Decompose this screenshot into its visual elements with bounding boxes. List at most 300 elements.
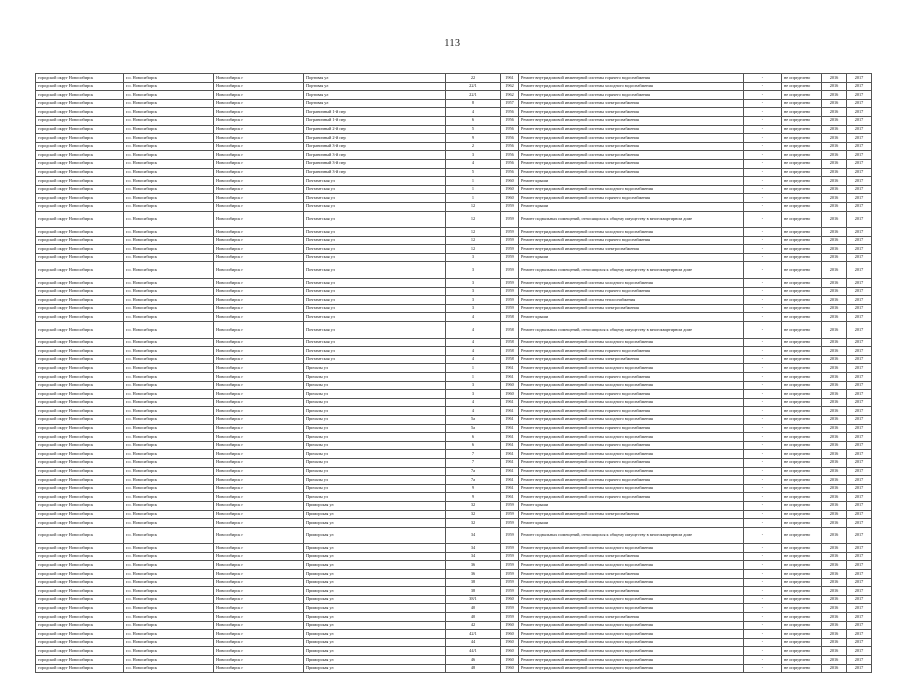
street-cell: Почтамтская ул [304, 313, 446, 322]
build-year-cell: 1960 [501, 664, 519, 673]
build-year-cell: 1958 [501, 338, 519, 347]
city-cell: Новосибирск г [214, 613, 304, 622]
start-year-cell: 2016 [822, 656, 847, 665]
start-year-cell: 2016 [822, 347, 847, 356]
end-year-cell: 2017 [847, 476, 872, 485]
city-cell: Новосибирск г [214, 415, 304, 424]
end-year-cell: 2017 [847, 441, 872, 450]
district-cell: г.о. Новосибирск [124, 74, 214, 83]
start-year-cell: 2016 [822, 313, 847, 322]
contractor-cell: не определено [782, 621, 822, 630]
street-cell: Почтамтская ул [304, 338, 446, 347]
house-number-cell: 1 [446, 185, 501, 194]
table-row [36, 415, 872, 424]
district-cell: г.о. Новосибирск [124, 381, 214, 390]
start-year-cell: 2016 [822, 407, 847, 416]
start-year-cell: 2016 [822, 527, 847, 544]
district-cell: г.о. Новосибирск [124, 476, 214, 485]
contractor-cell: не определено [782, 202, 822, 211]
contractor-cell: не определено [782, 313, 822, 322]
table-row [36, 228, 872, 237]
street-cell: Почтамтская ул [304, 177, 446, 186]
district-cell: г.о. Новосибирск [124, 116, 214, 125]
end-year-cell: 2017 [847, 125, 872, 134]
house-number-cell: 42/1 [446, 630, 501, 639]
street-cell: Приморская ул [304, 613, 446, 622]
contractor-cell: не определено [782, 433, 822, 442]
work-type-cell: Ремонт внутридомовой инженерной системы электроснабжения [519, 304, 744, 313]
street-cell: Причалы ул [304, 458, 446, 467]
table-row [36, 484, 872, 493]
cost-cell: - [744, 236, 782, 245]
start-year-cell: 2016 [822, 211, 847, 228]
cost-cell: - [744, 185, 782, 194]
cost-cell: - [744, 415, 782, 424]
city-cell: Новосибирск г [214, 544, 304, 553]
city-cell: Новосибирск г [214, 364, 304, 373]
street-cell: Приморская ул [304, 570, 446, 579]
cost-cell: - [744, 441, 782, 450]
house-number-cell: 6 [446, 116, 501, 125]
house-number-cell: 22 [446, 74, 501, 83]
start-year-cell: 2016 [822, 493, 847, 502]
start-year-cell: 2016 [822, 338, 847, 347]
street-cell: Почтамтская ул [304, 202, 446, 211]
city-cell: Новосибирск г [214, 373, 304, 382]
end-year-cell: 2017 [847, 544, 872, 553]
work-type-cell: Ремонт внутридомовой инженерной системы холодного водоснабжения [519, 544, 744, 553]
start-year-cell: 2016 [822, 390, 847, 399]
house-number-cell: 4 [446, 313, 501, 322]
district-cell: г.о. Новосибирск [124, 493, 214, 502]
end-year-cell: 2017 [847, 621, 872, 630]
table-row [36, 467, 872, 476]
house-number-cell: 5 [446, 125, 501, 134]
city-cell: Новосибирск г [214, 228, 304, 237]
end-year-cell: 2017 [847, 493, 872, 502]
street-cell: Приморская ул [304, 595, 446, 604]
house-number-cell: 4 [446, 355, 501, 364]
house-number-cell: 3 [446, 262, 501, 279]
end-year-cell: 2017 [847, 604, 872, 613]
table-row [36, 253, 872, 262]
district-cell: г.о. Новосибирск [124, 570, 214, 579]
table-row [36, 501, 872, 510]
build-year-cell: 1961 [501, 467, 519, 476]
house-number-cell: 12 [446, 211, 501, 228]
city-cell: Новосибирск г [214, 287, 304, 296]
house-number-cell: 9 [446, 134, 501, 143]
street-cell: Причалы ул [304, 407, 446, 416]
table-row [36, 458, 872, 467]
build-year-cell: 1961 [501, 458, 519, 467]
end-year-cell: 2017 [847, 177, 872, 186]
table-row [36, 313, 872, 322]
house-number-cell: 34 [446, 527, 501, 544]
street-cell: Причалы ул [304, 450, 446, 459]
work-type-cell: Ремонт внутридомовой инженерной системы холодного водоснабжения [519, 433, 744, 442]
start-year-cell: 2016 [822, 245, 847, 254]
table-row [36, 527, 872, 544]
street-cell: Приморская ул [304, 561, 446, 570]
municipality-cell: городской округ Новосибирск [36, 561, 124, 570]
street-cell: Почтамтская ул [304, 279, 446, 288]
start-year-cell: 2016 [822, 194, 847, 203]
work-type-cell: Ремонт крыши [519, 519, 744, 528]
end-year-cell: 2017 [847, 433, 872, 442]
municipality-cell: городской округ Новосибирск [36, 595, 124, 604]
house-number-cell: 3 [446, 287, 501, 296]
municipality-cell: городской округ Новосибирск [36, 493, 124, 502]
city-cell: Новосибирск г [214, 142, 304, 151]
end-year-cell: 2017 [847, 279, 872, 288]
municipality-cell: городской округ Новосибирск [36, 527, 124, 544]
contractor-cell: не определено [782, 287, 822, 296]
street-cell: Причалы ул [304, 484, 446, 493]
table-row [36, 142, 872, 151]
district-cell: г.о. Новосибирск [124, 630, 214, 639]
cost-cell: - [744, 544, 782, 553]
street-cell: Приморская ул [304, 552, 446, 561]
work-type-cell: Ремонт внутридомовой инженерной системы холодного водоснабжения [519, 228, 744, 237]
street-cell: Приморская ул [304, 544, 446, 553]
end-year-cell: 2017 [847, 424, 872, 433]
city-cell: Новосибирск г [214, 501, 304, 510]
cost-cell: - [744, 74, 782, 83]
city-cell: Новосибирск г [214, 151, 304, 160]
municipality-cell: городской округ Новосибирск [36, 450, 124, 459]
build-year-cell: 1959 [501, 228, 519, 237]
city-cell: Новосибирск г [214, 638, 304, 647]
table-row [36, 262, 872, 279]
table-row [36, 99, 872, 108]
end-year-cell: 2017 [847, 74, 872, 83]
street-cell: Приморская ул [304, 578, 446, 587]
contractor-cell: не определено [782, 99, 822, 108]
start-year-cell: 2016 [822, 519, 847, 528]
cost-cell: - [744, 510, 782, 519]
start-year-cell: 2016 [822, 287, 847, 296]
work-type-cell: Ремонт внутридомовой инженерной системы горячего водоснабжения [519, 424, 744, 433]
municipality-cell: городской округ Новосибирск [36, 433, 124, 442]
municipality-cell: городской округ Новосибирск [36, 125, 124, 134]
cost-cell: - [744, 407, 782, 416]
district-cell: г.о. Новосибирск [124, 552, 214, 561]
cost-cell: - [744, 587, 782, 596]
table-row [36, 108, 872, 117]
city-cell: Новосибирск г [214, 99, 304, 108]
start-year-cell: 2016 [822, 476, 847, 485]
contractor-cell: не определено [782, 647, 822, 656]
cost-cell: - [744, 570, 782, 579]
city-cell: Новосибирск г [214, 493, 304, 502]
table-row [36, 91, 872, 100]
start-year-cell: 2016 [822, 296, 847, 305]
cost-cell: - [744, 613, 782, 622]
district-cell: г.о. Новосибирск [124, 527, 214, 544]
end-year-cell: 2017 [847, 99, 872, 108]
table-row [36, 647, 872, 656]
city-cell: Новосибирск г [214, 82, 304, 91]
build-year-cell: 1959 [501, 587, 519, 596]
work-type-cell: Ремонт внутридомовой инженерной системы горячего водоснабжения [519, 236, 744, 245]
district-cell: г.о. Новосибирск [124, 390, 214, 399]
cost-cell: - [744, 604, 782, 613]
city-cell: Новосибирск г [214, 407, 304, 416]
table-row [36, 245, 872, 254]
house-number-cell: 12 [446, 245, 501, 254]
contractor-cell: не определено [782, 595, 822, 604]
house-number-cell: 8 [446, 99, 501, 108]
street-cell: Почтамтская ул [304, 296, 446, 305]
cost-cell: - [744, 99, 782, 108]
district-cell: г.о. Новосибирск [124, 91, 214, 100]
cost-cell: - [744, 304, 782, 313]
cost-cell: - [744, 527, 782, 544]
build-year-cell: 1960 [501, 185, 519, 194]
start-year-cell: 2016 [822, 587, 847, 596]
city-cell: Новосибирск г [214, 262, 304, 279]
district-cell: г.о. Новосибирск [124, 287, 214, 296]
street-cell: Пограничный 1-й пер [304, 108, 446, 117]
contractor-cell: не определено [782, 544, 822, 553]
contractor-cell: не определено [782, 381, 822, 390]
district-cell: г.о. Новосибирск [124, 647, 214, 656]
end-year-cell: 2017 [847, 407, 872, 416]
municipality-cell: городской округ Новосибирск [36, 544, 124, 553]
build-year-cell: 1961 [501, 373, 519, 382]
start-year-cell: 2016 [822, 647, 847, 656]
work-type-cell: Ремонт внутридомовой инженерной системы электроснабжения [519, 587, 744, 596]
district-cell: г.о. Новосибирск [124, 621, 214, 630]
build-year-cell: 1960 [501, 381, 519, 390]
contractor-cell: не определено [782, 168, 822, 177]
municipality-cell: городской округ Новосибирск [36, 501, 124, 510]
street-cell: Приморская ул [304, 630, 446, 639]
contractor-cell: не определено [782, 578, 822, 587]
start-year-cell: 2016 [822, 424, 847, 433]
work-type-cell: Ремонт внутридомовой инженерной системы горячего водоснабжения [519, 74, 744, 83]
work-type-cell: Ремонт внутридомовой инженерной системы теплоснабжения [519, 296, 744, 305]
cost-cell: - [744, 287, 782, 296]
contractor-cell: не определено [782, 151, 822, 160]
cost-cell: - [744, 296, 782, 305]
start-year-cell: 2016 [822, 604, 847, 613]
municipality-cell: городской округ Новосибирск [36, 638, 124, 647]
work-type-cell: Ремонт внутридомовой инженерной системы электроснабжения [519, 552, 744, 561]
end-year-cell: 2017 [847, 228, 872, 237]
table-body [36, 74, 872, 673]
contractor-cell: не определено [782, 116, 822, 125]
table-row [36, 347, 872, 356]
street-cell: Почтамтская ул [304, 322, 446, 339]
house-number-cell: 32 [446, 510, 501, 519]
municipality-cell: городской округ Новосибирск [36, 74, 124, 83]
house-number-cell: 34 [446, 544, 501, 553]
work-type-cell: Ремонт внутридомовой инженерной системы электроснабжения [519, 613, 744, 622]
district-cell: г.о. Новосибирск [124, 211, 214, 228]
municipality-cell: городской округ Новосибирск [36, 322, 124, 339]
build-year-cell: 1956 [501, 116, 519, 125]
build-year-cell: 1961 [501, 424, 519, 433]
cost-cell: - [744, 424, 782, 433]
table-row [36, 441, 872, 450]
end-year-cell: 2017 [847, 304, 872, 313]
build-year-cell: 1959 [501, 552, 519, 561]
table-row [36, 595, 872, 604]
start-year-cell: 2016 [822, 116, 847, 125]
district-cell: г.о. Новосибирск [124, 595, 214, 604]
cost-cell: - [744, 211, 782, 228]
work-type-cell: Ремонт внутридомовой инженерной системы электроснабжения [519, 245, 744, 254]
work-type-cell: Ремонт внутридомовой инженерной системы холодного водоснабжения [519, 381, 744, 390]
end-year-cell: 2017 [847, 484, 872, 493]
house-number-cell: 42 [446, 621, 501, 630]
build-year-cell: 1959 [501, 253, 519, 262]
start-year-cell: 2016 [822, 621, 847, 630]
work-type-cell: Ремонт внутридомовой инженерной системы горячего водоснабжения [519, 194, 744, 203]
house-number-cell: 4 [446, 347, 501, 356]
street-cell: Почтамтская ул [304, 228, 446, 237]
district-cell: г.о. Новосибирск [124, 228, 214, 237]
work-type-cell: Ремонт внутридомовой инженерной системы горячего водоснабжения [519, 91, 744, 100]
table-row [36, 433, 872, 442]
house-number-cell: 48 [446, 664, 501, 673]
street-cell: Приморская ул [304, 527, 446, 544]
build-year-cell: 1959 [501, 279, 519, 288]
build-year-cell: 1962 [501, 91, 519, 100]
house-number-cell: 22/1 [446, 91, 501, 100]
work-type-cell: Ремонт внутридомовой инженерной системы холодного водоснабжения [519, 364, 744, 373]
contractor-cell: не определено [782, 82, 822, 91]
city-cell: Новосибирск г [214, 159, 304, 168]
work-type-cell: Ремонт внутридомовой инженерной системы холодного водоснабжения [519, 595, 744, 604]
start-year-cell: 2016 [822, 664, 847, 673]
table-row [36, 510, 872, 519]
house-number-cell: 12 [446, 236, 501, 245]
start-year-cell: 2016 [822, 381, 847, 390]
municipality-cell: городской округ Новосибирск [36, 338, 124, 347]
cost-cell: - [744, 450, 782, 459]
start-year-cell: 2016 [822, 364, 847, 373]
city-cell: Новосибирск г [214, 185, 304, 194]
municipality-cell: городской округ Новосибирск [36, 613, 124, 622]
end-year-cell: 2017 [847, 364, 872, 373]
city-cell: Новосибирск г [214, 433, 304, 442]
start-year-cell: 2016 [822, 279, 847, 288]
contractor-cell: не определено [782, 245, 822, 254]
municipality-cell: городской округ Новосибирск [36, 519, 124, 528]
work-type-cell: Ремонт внутридомовой инженерной системы электроснабжения [519, 125, 744, 134]
district-cell: г.о. Новосибирск [124, 279, 214, 288]
build-year-cell: 1961 [501, 415, 519, 424]
municipality-cell: городской округ Новосибирск [36, 245, 124, 254]
district-cell: г.о. Новосибирск [124, 433, 214, 442]
table-row [36, 151, 872, 160]
cost-cell: - [744, 194, 782, 203]
end-year-cell: 2017 [847, 381, 872, 390]
street-cell: Почтамтская ул [304, 304, 446, 313]
house-number-cell: 3 [446, 279, 501, 288]
build-year-cell: 1960 [501, 390, 519, 399]
district-cell: г.о. Новосибирск [124, 501, 214, 510]
build-year-cell: 1961 [501, 441, 519, 450]
cost-cell: - [744, 228, 782, 237]
cost-cell: - [744, 168, 782, 177]
start-year-cell: 2016 [822, 99, 847, 108]
contractor-cell: не определено [782, 501, 822, 510]
house-number-cell: 1 [446, 364, 501, 373]
cost-cell: - [744, 364, 782, 373]
street-cell: Пограничный 2-й пер [304, 134, 446, 143]
district-cell: г.о. Новосибирск [124, 322, 214, 339]
city-cell: Новосибирск г [214, 587, 304, 596]
district-cell: г.о. Новосибирск [124, 313, 214, 322]
city-cell: Новосибирск г [214, 236, 304, 245]
table-row [36, 587, 872, 596]
cost-cell: - [744, 519, 782, 528]
municipality-cell: городской округ Новосибирск [36, 82, 124, 91]
start-year-cell: 2016 [822, 253, 847, 262]
start-year-cell: 2016 [822, 595, 847, 604]
city-cell: Новосибирск г [214, 108, 304, 117]
work-type-cell: Ремонт внутридомовой инженерной системы горячего водоснабжения [519, 407, 744, 416]
end-year-cell: 2017 [847, 595, 872, 604]
end-year-cell: 2017 [847, 296, 872, 305]
cost-cell: - [744, 134, 782, 143]
work-type-cell: Ремонт внутридомовой инженерной системы электроснабжения [519, 99, 744, 108]
cost-cell: - [744, 647, 782, 656]
district-cell: г.о. Новосибирск [124, 467, 214, 476]
district-cell: г.о. Новосибирск [124, 398, 214, 407]
table-row [36, 381, 872, 390]
cost-cell: - [744, 621, 782, 630]
end-year-cell: 2017 [847, 501, 872, 510]
city-cell: Новосибирск г [214, 398, 304, 407]
cost-cell: - [744, 552, 782, 561]
end-year-cell: 2017 [847, 159, 872, 168]
municipality-cell: городской округ Новосибирск [36, 552, 124, 561]
street-cell: Почтамтская ул [304, 287, 446, 296]
street-cell: Пограничный 1-й пер [304, 116, 446, 125]
end-year-cell: 2017 [847, 202, 872, 211]
district-cell: г.о. Новосибирск [124, 510, 214, 519]
end-year-cell: 2017 [847, 390, 872, 399]
work-type-cell: Ремонт внутридомовой инженерной системы холодного водоснабжения [519, 561, 744, 570]
start-year-cell: 2016 [822, 415, 847, 424]
city-cell: Новосибирск г [214, 304, 304, 313]
street-cell: Приморская ул [304, 621, 446, 630]
house-number-cell: 4 [446, 322, 501, 339]
table-row [36, 656, 872, 665]
start-year-cell: 2016 [822, 177, 847, 186]
city-cell: Новосибирск г [214, 656, 304, 665]
work-type-cell: Ремонт внутридомовой инженерной системы горячего водоснабжения [519, 458, 744, 467]
house-number-cell: 36 [446, 570, 501, 579]
build-year-cell: 1961 [501, 74, 519, 83]
work-type-cell: Ремонт внутридомовой инженерной системы горячего водоснабжения [519, 441, 744, 450]
district-cell: г.о. Новосибирск [124, 99, 214, 108]
street-cell: Приморская ул [304, 647, 446, 656]
contractor-cell: не определено [782, 484, 822, 493]
municipality-cell: городской округ Новосибирск [36, 484, 124, 493]
municipality-cell: городской округ Новосибирск [36, 304, 124, 313]
district-cell: г.о. Новосибирск [124, 424, 214, 433]
end-year-cell: 2017 [847, 245, 872, 254]
build-year-cell: 1961 [501, 450, 519, 459]
municipality-cell: городской округ Новосибирск [36, 134, 124, 143]
cost-cell: - [744, 595, 782, 604]
